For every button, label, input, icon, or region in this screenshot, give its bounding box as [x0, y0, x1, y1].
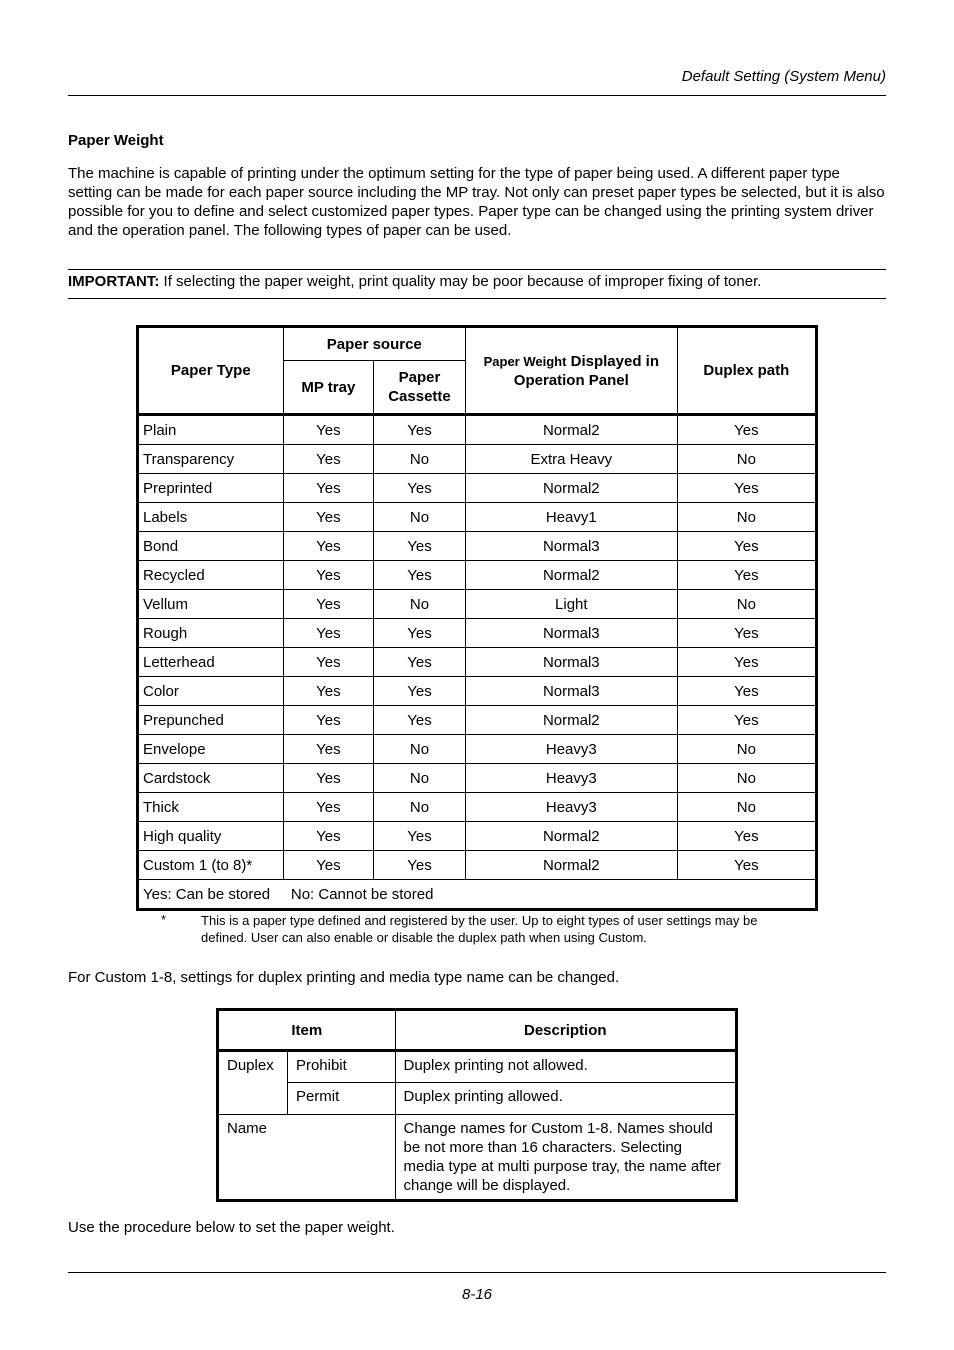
- important-bottom-rule: [68, 298, 886, 299]
- header-paper-weight: [465, 327, 677, 415]
- cell-paper-weight: Normal3: [465, 532, 677, 561]
- footer-rule: [68, 1272, 886, 1273]
- table-row: [138, 619, 817, 648]
- table-row: [138, 503, 817, 532]
- cell-duplex: No: [677, 445, 816, 474]
- cell-paper-cassette: Yes: [374, 677, 466, 706]
- cell-paper-type: Thick: [138, 793, 284, 822]
- cell-paper-cassette: Yes: [374, 706, 466, 735]
- cell-duplex: Yes: [677, 415, 816, 445]
- cell-paper-type: Vellum: [138, 590, 284, 619]
- footnote-mark: *: [161, 912, 167, 927]
- custom-settings-text: For Custom 1-8, settings for duplex printing and media type name can be changed.: [68, 969, 620, 986]
- procedure-text: Use the procedure below to set the paper weight.: [68, 1219, 395, 1236]
- cell-duplex: Yes: [677, 648, 816, 677]
- cell-paper-weight: Normal3: [465, 677, 677, 706]
- cell-mp-tray: Yes: [283, 503, 374, 532]
- important-label: IMPORTANT:: [68, 273, 160, 290]
- cell-paper-weight: Heavy3: [465, 764, 677, 793]
- header-paper-cassette: Paper Cassette: [374, 361, 466, 415]
- table-row: [138, 648, 817, 677]
- header-item: Item: [218, 1010, 396, 1051]
- cell-paper-type: Custom 1 (to 8)*: [138, 851, 284, 880]
- cell-mp-tray: Yes: [283, 735, 374, 764]
- table-row: [138, 445, 817, 474]
- table-row: [138, 851, 817, 880]
- cell-paper-type: Prepunched: [138, 706, 284, 735]
- table-row: [138, 735, 817, 764]
- cell-paper-type: High quality: [138, 822, 284, 851]
- cell-duplex: No: [677, 735, 816, 764]
- cell-duplex: No: [677, 590, 816, 619]
- cell-paper-weight: Normal2: [465, 561, 677, 590]
- duplex-label: Duplex: [218, 1051, 288, 1115]
- cell-mp-tray: Yes: [283, 677, 374, 706]
- cell-paper-weight: Extra Heavy: [465, 445, 677, 474]
- cell-paper-cassette: Yes: [374, 532, 466, 561]
- cell-paper-weight: Normal3: [465, 648, 677, 677]
- cell-paper-cassette: Yes: [374, 619, 466, 648]
- cell-duplex: Yes: [677, 706, 816, 735]
- cell-paper-weight: Normal3: [465, 619, 677, 648]
- table-row: [138, 764, 817, 793]
- cell-paper-type: Recycled: [138, 561, 284, 590]
- cell-duplex: Yes: [677, 851, 816, 880]
- paper-type-table: [136, 325, 818, 911]
- cell-mp-tray: Yes: [283, 764, 374, 793]
- cell-mp-tray: Yes: [283, 561, 374, 590]
- header-rule: [68, 95, 886, 96]
- cell-mp-tray: Yes: [283, 851, 374, 880]
- cell-duplex: Yes: [677, 561, 816, 590]
- header-mp-tray: MP tray: [283, 361, 374, 415]
- cell-paper-weight: Normal2: [465, 474, 677, 503]
- cell-mp-tray: Yes: [283, 822, 374, 851]
- cell-mp-tray: Yes: [283, 648, 374, 677]
- table-row: [138, 590, 817, 619]
- custom-settings-table: [216, 1008, 738, 1202]
- cell-mp-tray: Yes: [283, 415, 374, 445]
- cell-paper-type: Cardstock: [138, 764, 284, 793]
- cell-paper-weight: Heavy1: [465, 503, 677, 532]
- important-note: [68, 273, 886, 290]
- cell-paper-type: Color: [138, 677, 284, 706]
- important-top-rule: [68, 269, 886, 270]
- header-paper-weight-rest: Displayed in Operation Panel: [513, 352, 659, 389]
- cell-duplex: Yes: [677, 619, 816, 648]
- cell-paper-type: Preprinted: [138, 474, 284, 503]
- cell-mp-tray: Yes: [283, 445, 374, 474]
- cell-duplex: Yes: [677, 822, 816, 851]
- cell-paper-weight: Normal2: [465, 706, 677, 735]
- cell-mp-tray: Yes: [283, 619, 374, 648]
- legend-text: Yes: Can be stored No: Cannot be stored: [138, 880, 817, 910]
- table-row: [138, 532, 817, 561]
- cell-paper-cassette: Yes: [374, 648, 466, 677]
- cell-paper-weight: Heavy3: [465, 793, 677, 822]
- name-description: Change names for Custom 1-8. Names should be not more than 16 characters. Selecting media type at multi purpose tray, the name after change will be displayed.: [395, 1115, 736, 1201]
- prohibit-description: Duplex printing not allowed.: [395, 1051, 736, 1083]
- cell-duplex: Yes: [677, 474, 816, 503]
- cell-duplex: No: [677, 503, 816, 532]
- cell-paper-cassette: Yes: [374, 822, 466, 851]
- name-label: Name: [218, 1115, 396, 1201]
- header-description: Description: [395, 1010, 736, 1051]
- legend-row: [138, 880, 817, 910]
- permit-label: Permit: [287, 1083, 395, 1115]
- cell-paper-cassette: No: [374, 445, 466, 474]
- page-number: 8-16: [461, 1286, 493, 1303]
- cell-paper-cassette: No: [374, 735, 466, 764]
- cell-paper-weight: Normal2: [465, 851, 677, 880]
- cell-paper-cassette: Yes: [374, 415, 466, 445]
- cell-mp-tray: Yes: [283, 474, 374, 503]
- cell-paper-weight: Heavy3: [465, 735, 677, 764]
- cell-paper-type: Labels: [138, 503, 284, 532]
- cell-duplex: Yes: [677, 677, 816, 706]
- header-paper-weight-small: Paper Weight: [483, 353, 567, 369]
- cell-mp-tray: Yes: [283, 590, 374, 619]
- cell-paper-type: Plain: [138, 415, 284, 445]
- table-row: [138, 677, 817, 706]
- table-row: [138, 793, 817, 822]
- cell-paper-cassette: Yes: [374, 561, 466, 590]
- important-text: If selecting the paper weight, print quality may be poor because of improper fixing of toner.: [159, 273, 762, 290]
- cell-paper-cassette: Yes: [374, 851, 466, 880]
- cell-duplex: No: [677, 764, 816, 793]
- header-duplex-path: Duplex path: [677, 327, 816, 415]
- table-row: [138, 415, 817, 445]
- section-heading: Paper Weight: [68, 132, 164, 149]
- footnote-text: This is a paper type defined and registered by the user. Up to eight types of user settings may be defined. User can also enable or disable the duplex path when using Custom.: [201, 913, 758, 945]
- cell-paper-cassette: No: [374, 503, 466, 532]
- prohibit-label: Prohibit: [287, 1051, 395, 1083]
- table-row: [138, 822, 817, 851]
- cell-paper-type: Transparency: [138, 445, 284, 474]
- cell-duplex: No: [677, 793, 816, 822]
- cell-duplex: Yes: [677, 532, 816, 561]
- cell-paper-weight: Normal2: [465, 415, 677, 445]
- cell-paper-weight: Normal2: [465, 822, 677, 851]
- cell-paper-type: Envelope: [138, 735, 284, 764]
- cell-paper-cassette: No: [374, 590, 466, 619]
- table-row: [138, 474, 817, 503]
- cell-paper-cassette: No: [374, 764, 466, 793]
- permit-description: Duplex printing allowed.: [395, 1083, 736, 1115]
- cell-paper-weight: Light: [465, 590, 677, 619]
- cell-mp-tray: Yes: [283, 706, 374, 735]
- cell-paper-type: Bond: [138, 532, 284, 561]
- cell-paper-type: Rough: [138, 619, 284, 648]
- cell-mp-tray: Yes: [283, 532, 374, 561]
- cell-paper-cassette: Yes: [374, 474, 466, 503]
- table-row: [138, 706, 817, 735]
- cell-mp-tray: Yes: [283, 793, 374, 822]
- header-paper-source: Paper source: [283, 327, 465, 361]
- running-header: Default Setting (System Menu): [681, 68, 886, 85]
- intro-paragraph: The machine is capable of printing under the optimum setting for the type of paper being used. A different paper type setting can be made for each paper source including the MP tray. Not only can preset paper types be selected, but it is also possible for you to define and select customized paper types. Paper type can be changed using the printing system driver and the operation panel. The following types of paper can be used.: [68, 165, 885, 239]
- cell-paper-type: Letterhead: [138, 648, 284, 677]
- table-row: [138, 561, 817, 590]
- paper-table-body: [138, 415, 817, 910]
- cell-paper-cassette: No: [374, 793, 466, 822]
- header-paper-type: Paper Type: [138, 327, 284, 415]
